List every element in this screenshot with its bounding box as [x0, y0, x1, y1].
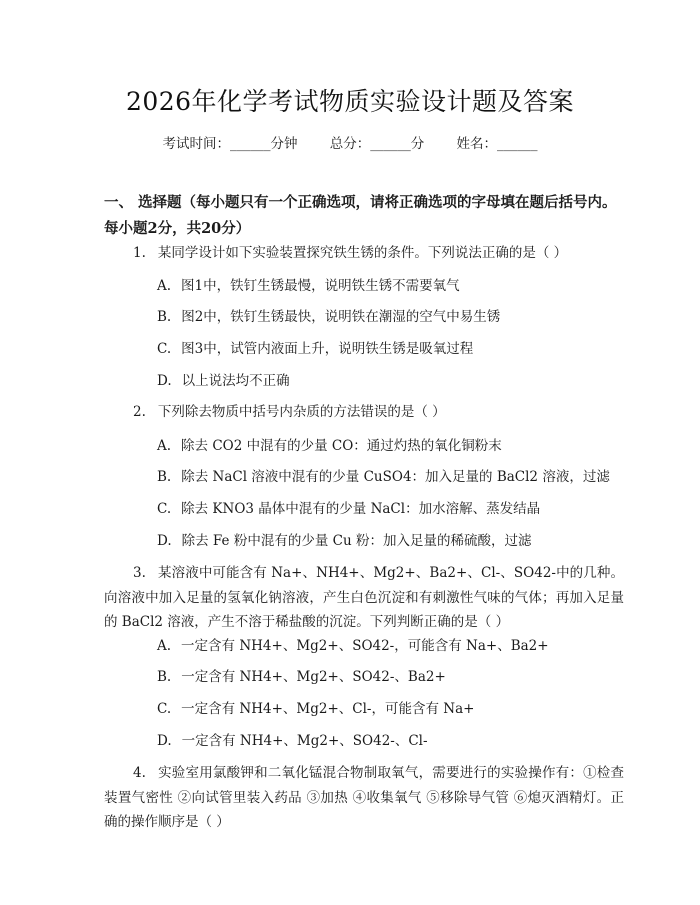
option-text: 除去 Fe 粉中混有的少量 Cu 粉：加入足量的稀硫酸，过滤 [181, 533, 532, 549]
question-stem: 下列除去物质中括号内杂质的方法错误的是（ ） [157, 404, 446, 420]
option-text: 一定含有 NH4+、Mg2+、SO42-，可能含有 Na+、Ba2+ [181, 638, 549, 654]
question-2-option-b [157, 467, 610, 487]
question-3 [104, 561, 624, 635]
question-1-option-a [157, 276, 460, 296]
option-text: 图1中，铁钉生锈最慢，说明铁生锈不需要氧气 [181, 278, 460, 294]
question-2 [133, 400, 446, 424]
question-3-option-c [157, 699, 474, 719]
section-heading-choice: 一、 选择题（每小题只有一个正确选项，请将正确选项的字母填在题后括号内。每小题2分，共20分） [104, 194, 617, 237]
question-4 [104, 761, 624, 835]
option-letter: D. [157, 533, 172, 549]
exam-name: 姓名：______ [456, 136, 538, 152]
option-text: 一定含有 NH4+、Mg2+、SO42-、Cl- [181, 733, 428, 749]
option-letter: B. [157, 669, 172, 685]
exam-meta [0, 132, 700, 152]
question-number: 1. [133, 245, 146, 261]
exam-score: 总分：______分 [329, 136, 425, 152]
option-letter: C. [157, 341, 172, 357]
option-letter: A. [157, 278, 172, 294]
option-text: 以上说法均不正确 [181, 373, 290, 389]
question-stem: 某溶液中可能含有 Na+、NH4+、Mg2+、Ba2+、Cl-、SO42-中的几种。向溶液中加入足量的氢氧化钠溶液，产生白色沉淀和有刺激性气味的气体；再加入足量的 BaCl2 溶液，产生不溶于稀盐酸的沉淀。下列判断正确的是（ ） [104, 565, 624, 630]
question-1-option-b [157, 307, 500, 327]
question-number: 3. [133, 565, 146, 581]
page-title: 2026年化学考试物质实验设计题及答案 [125, 87, 575, 116]
option-letter: C. [157, 701, 172, 717]
question-3-option-d [157, 731, 428, 751]
question-number: 2. [133, 404, 146, 420]
option-text: 图2中，铁钉生锈最快，说明铁在潮湿的空气中易生锈 [181, 309, 501, 325]
option-letter: C. [157, 501, 172, 517]
option-text: 除去 KNO3 晶体中混有的少量 NaCl：加水溶解、蒸发结晶 [181, 501, 541, 517]
question-2-option-d [157, 531, 531, 551]
question-number: 4. [133, 765, 146, 781]
option-text: 一定含有 NH4+、Mg2+、SO42-、Ba2+ [181, 669, 446, 685]
option-letter: D. [157, 373, 172, 389]
option-text: 除去 CO2 中混有的少量 CO：通过灼热的氧化铜粉末 [181, 438, 502, 454]
question-2-option-a [157, 436, 502, 456]
option-letter: D. [157, 733, 172, 749]
option-letter: B. [157, 309, 172, 325]
option-text: 除去 NaCl 溶液中混有的少量 CuSO4：加入足量的 BaCl2 溶液，过滤 [181, 469, 610, 485]
option-text: 图3中，试管内液面上升，说明铁生锈是吸氧过程 [181, 341, 474, 357]
question-1-option-c [157, 339, 473, 359]
question-1 [133, 241, 567, 265]
question-stem: 实验室用氯酸钾和二氧化锰混合物制取氧气，需要进行的实验操作有：①检查装置气密性 ②向试管里装入药品 ③加热 ④收集氧气 ⑤移除导气管 ⑥熄灭酒精灯。正确的操作顺序是（ ） [104, 765, 624, 830]
question-3-option-a [157, 636, 549, 656]
question-3-option-b [157, 667, 446, 687]
question-stem: 某同学设计如下实验装置探究铁生锈的条件。下列说法正确的是（ ） [157, 245, 568, 261]
question-1-option-d [157, 371, 290, 391]
option-letter: B. [157, 469, 172, 485]
option-text: 一定含有 NH4+、Mg2+、Cl-，可能含有 Na+ [181, 701, 475, 717]
option-letter: A. [157, 638, 172, 654]
question-2-option-c [157, 499, 540, 519]
option-letter: A. [157, 438, 172, 454]
exam-time: 考试时间：______分钟 [162, 136, 298, 152]
